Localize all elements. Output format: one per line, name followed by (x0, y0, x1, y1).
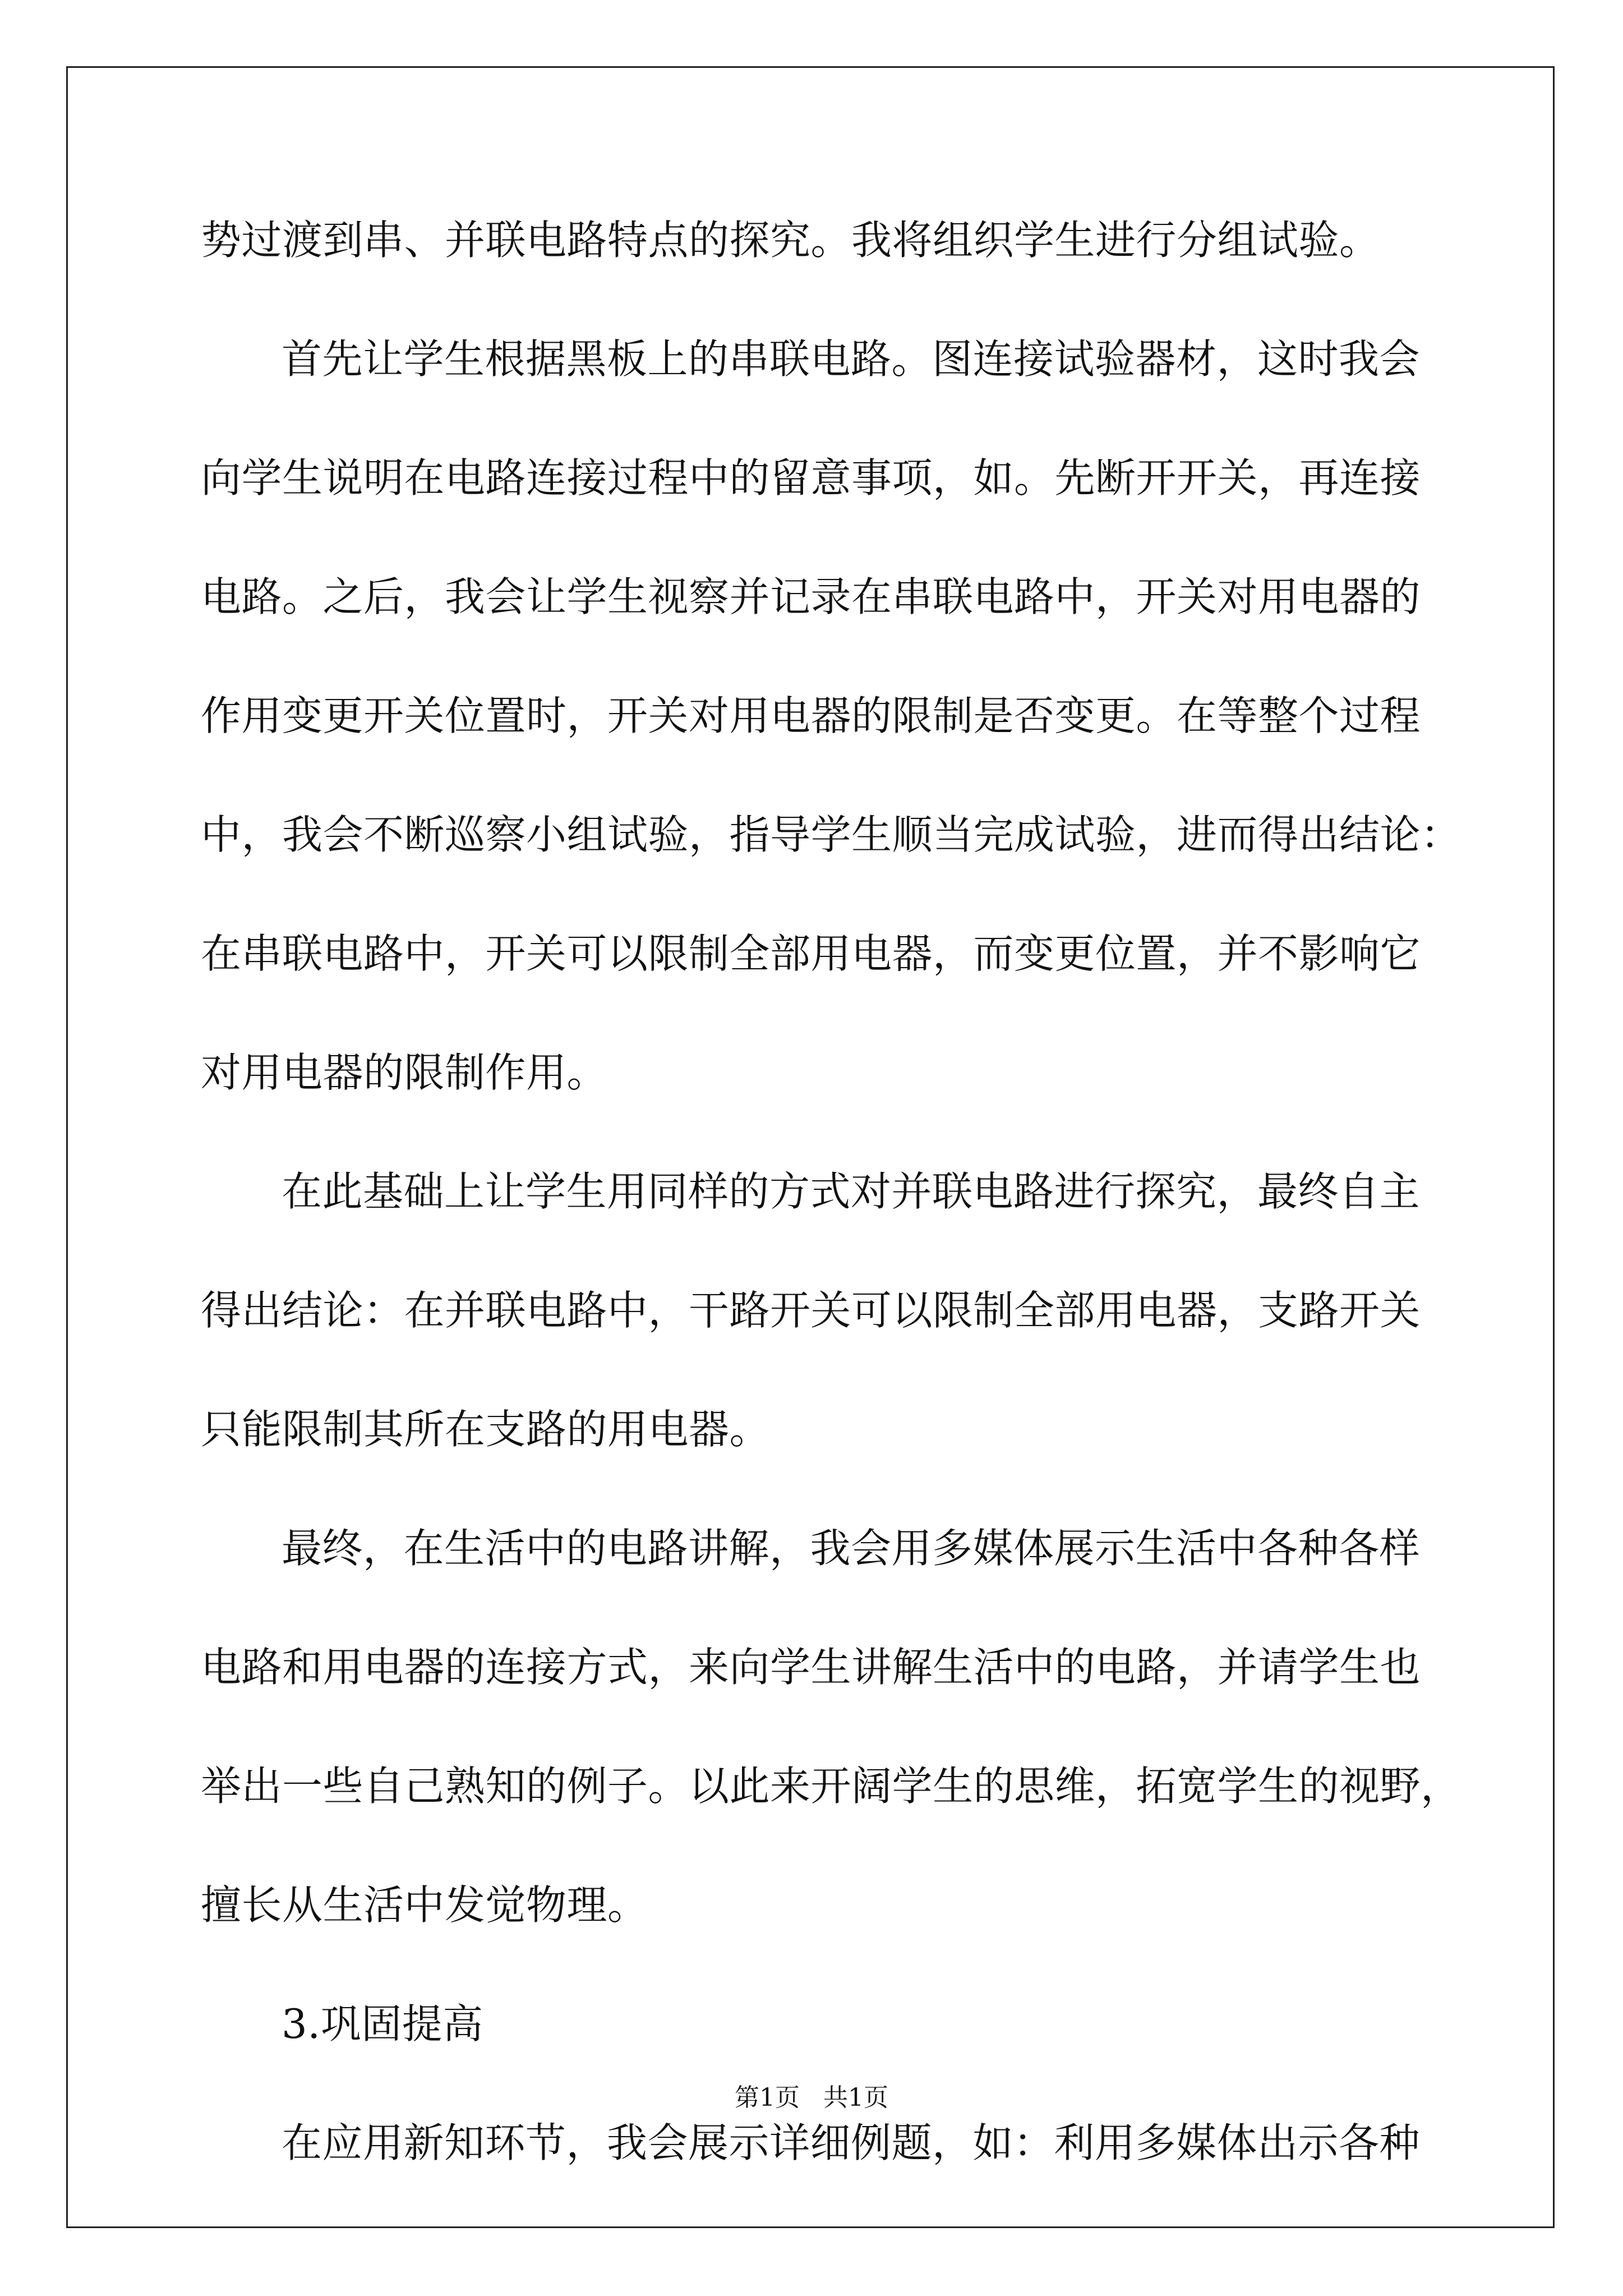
text-line-8: 对用电器的限制作用。 (201, 1049, 608, 1096)
text-line-17: 在应用新知环节，我会展示详细例题，如：利用多媒体出示各种 (282, 2119, 1421, 2166)
text-line-13: 电路和用电器的连接方式，来向学生讲解生活中的电路，并请学生也 (201, 1644, 1421, 1691)
text-line-9: 在此基础上让学生用同样的方式对并联电路进行探究，最终自主 (282, 1168, 1421, 1215)
text-line-1: 势过渡到串、并联电路特点的探究。我将组织学生进行分组试验。 (201, 217, 1380, 264)
text-line-3: 向学生说明在电路连接过程中的留意事项，如。先断开开关，再连接 (201, 454, 1421, 501)
text-line-14: 举出一些自己熟知的例子。以此来开阔学生的思维，拓宽学生的视野， (201, 1763, 1461, 1810)
text-line-12: 最终，在生活中的电路讲解，我会用多媒体展示生活中各种各样 (282, 1525, 1421, 1572)
document-body (201, 217, 1461, 2242)
text-line-4: 电路。之后，我会让学生视察并记录在串联电路中，开关对用电器的 (201, 573, 1421, 620)
text-line-5: 作用变更开关位置时，开关对用电器的限制是否变更。在等整个过程 (201, 692, 1421, 739)
page-footer: 第1页 共1页 (735, 2083, 888, 2112)
text-line-7: 在串联电路中，开关可以限制全部用电器，而变更位置，并不影响它 (201, 930, 1421, 977)
text-line-15: 擅长从生活中发觉物理。 (201, 1881, 648, 1929)
section-heading: 3.巩固提高 (282, 2000, 483, 2047)
text-line-2: 首先让学生根据黑板上的串联电路。图连接试验器材，这时我会 (282, 335, 1421, 383)
text-line-10: 得出结论：在并联电路中，干路开关可以限制全部用电器，支路开关 (201, 1287, 1421, 1334)
text-line-6: 中，我会不断巡察小组试验，指导学生顺当完成试验，进而得出结论： (201, 811, 1461, 858)
text-line-11: 只能限制其所在支路的用电器。 (201, 1406, 771, 1453)
